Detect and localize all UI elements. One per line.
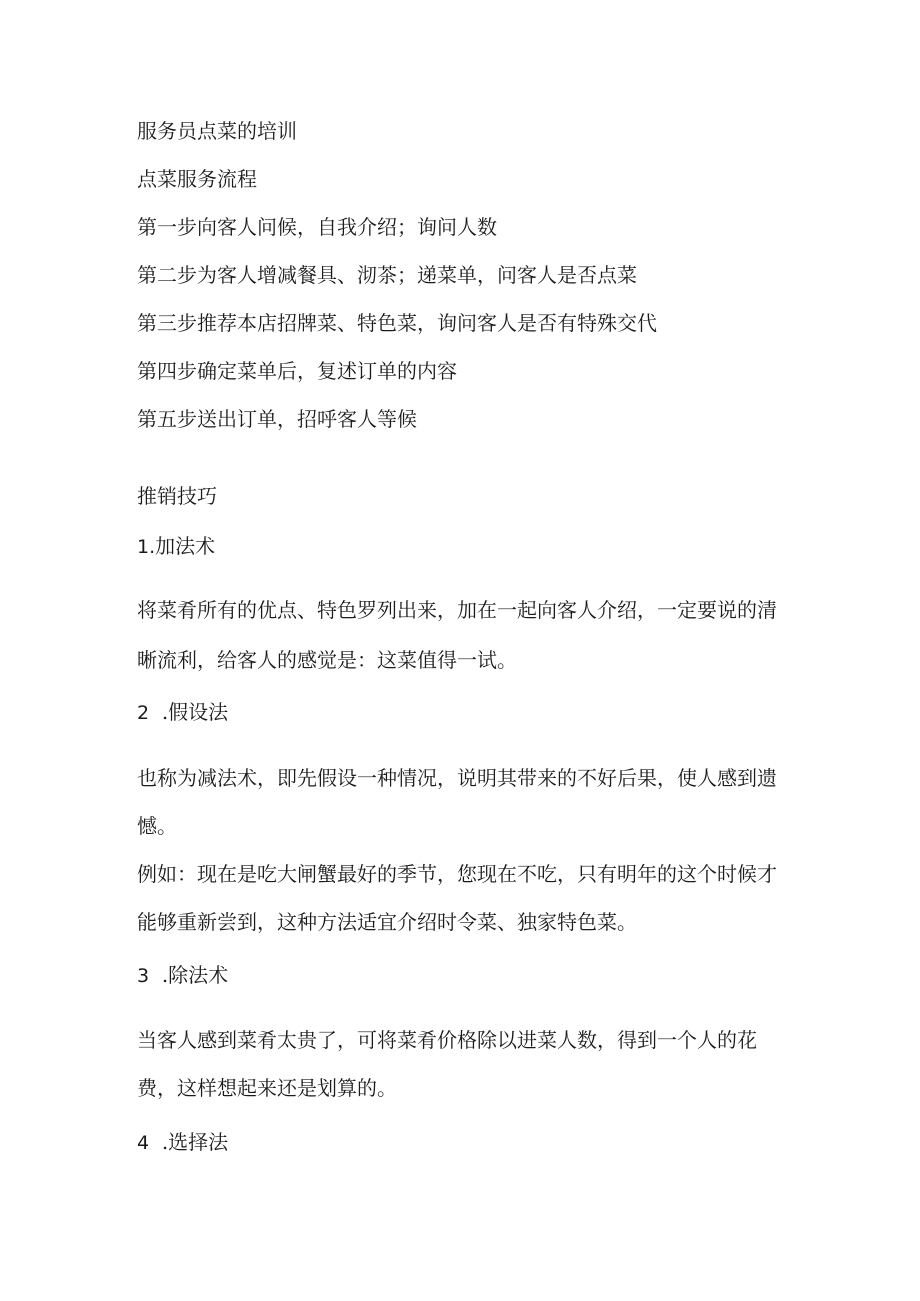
skill-2-example-line-2: 能够重新尝到，这种方法适宜介绍时令菜、独家特色菜。 xyxy=(137,910,637,934)
step-5: 第五步送出订单，招呼客人等候 xyxy=(137,407,417,431)
skill-1-name: 加法术 xyxy=(155,534,216,558)
skill-4-name: .选择法 xyxy=(161,1130,229,1154)
skill-4-heading xyxy=(137,1129,228,1156)
skill-2-number: 2 xyxy=(137,702,150,724)
skill-2-name: .假设法 xyxy=(161,700,229,724)
skill-4-number: 4 xyxy=(137,1132,150,1154)
skill-1-heading xyxy=(137,533,215,560)
step-4: 第四步确定菜单后，复述订单的内容 xyxy=(137,359,457,383)
skills-heading: 推销技巧 xyxy=(137,484,217,508)
skill-3-number: 3 xyxy=(137,965,150,987)
step-3: 第三步推荐本店招牌菜、特色菜，询问客人是否有特殊交代 xyxy=(137,311,657,335)
skill-3-name: .除法术 xyxy=(161,963,229,987)
document-title: 服务员点菜的培训 xyxy=(137,119,297,143)
skill-1-paragraph-line-2: 晰流利，给客人的感觉是：这菜值得一试。 xyxy=(137,648,517,672)
skill-3-paragraph-line-1: 当客人感到菜肴太贵了，可将菜肴价格除以进菜人数，得到一个人的花 xyxy=(137,1028,757,1052)
step-2: 第二步为客人增减餐具、沏茶；递菜单，问客人是否点菜 xyxy=(137,263,637,287)
skill-3-paragraph-line-2: 费，这样想起来还是划算的。 xyxy=(137,1076,397,1100)
process-heading: 点菜服务流程 xyxy=(137,167,257,191)
step-1: 第一步向客人问候，自我介绍；询问人数 xyxy=(137,215,497,239)
skill-2-paragraph-line-2: 憾。 xyxy=(137,814,177,838)
skill-2-heading xyxy=(137,699,228,726)
skill-2-example-line-1: 例如：现在是吃大闸蟹最好的季节，您现在不吃，只有明年的这个时候才 xyxy=(137,862,777,886)
skill-1-paragraph-line-1: 将菜肴所有的优点、特色罗列出来，加在一起向客人介绍，一定要说的清 xyxy=(137,598,777,622)
skill-1-number: 1. xyxy=(137,536,156,558)
skill-2-paragraph-line-1: 也称为减法术，即先假设一种情况，说明其带来的不好后果，使人感到遗 xyxy=(137,766,777,790)
skill-3-heading xyxy=(137,962,228,989)
